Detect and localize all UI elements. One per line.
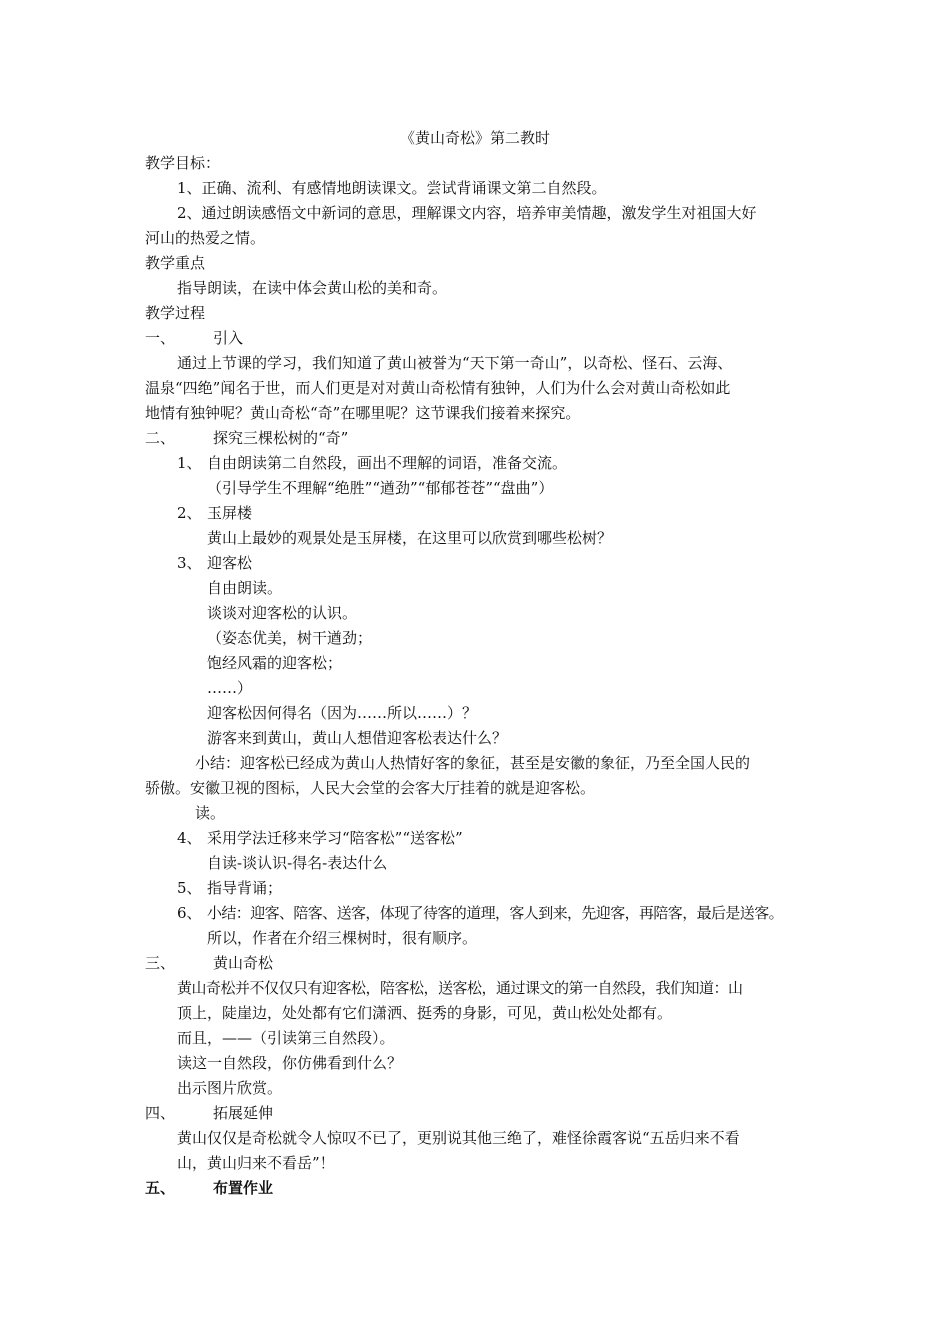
section-2-item-1-text: 自由朗读第二自然段，画出不理解的词语，准备交流。 [207, 454, 568, 472]
section-2-item-3-line-1: 自由朗读。 [207, 579, 283, 597]
section-4-number: 四、 [145, 1104, 176, 1122]
section-2-item-4-text: 采用学法迁移来学习“陪客松”“送客松” [207, 829, 463, 847]
section-2-read-instruction: 读。 [195, 804, 226, 822]
section-2-item-3-line-2: 谈谈对迎客松的认识。 [207, 604, 358, 622]
focus-text: 指导朗读，在读中体会黄山松的美和奇。 [177, 279, 448, 297]
section-2-summary-line-2: 骄傲。安徽卫视的图标，人民大会堂的会客大厅挂着的就是迎客松。 [145, 779, 596, 797]
section-3-number: 三、 [145, 954, 176, 972]
section-3-paragraph-line-2: 顶上，陡崖边，处处都有它们潇洒、挺秀的身影，可见，黄山松处处都有。 [177, 1004, 673, 1022]
section-2-item-6-number: 6、 [177, 904, 202, 922]
goal-item-1: 1、正确、流利、有感情地朗读课文。尝试背诵课文第二自然段。 [177, 179, 607, 197]
section-1-number: 一、 [145, 329, 176, 347]
section-2-item-3-line-3: （姿态优美，树干遒劲； [207, 629, 373, 647]
process-heading: 教学过程 [145, 304, 206, 322]
section-3-paragraph-line-5: 出示图片欣赏。 [177, 1079, 283, 1097]
section-3-title: 黄山奇松 [213, 954, 274, 972]
section-5-number: 五、 [145, 1179, 176, 1197]
section-2-item-3-line-5: ……） [207, 679, 253, 697]
section-3-paragraph-line-4: 读这一自然段，你仿佛看到什么？ [177, 1054, 403, 1072]
section-2-summary-line-1: 小结：迎客松已经成为黄山人热情好客的象征，甚至是安徽的象征，乃至全国人民的 [195, 754, 751, 772]
focus-heading: 教学重点 [145, 254, 206, 272]
goal-item-2-line-1: 2、通过朗读感悟文中新词的意思，理解课文内容，培养审美情趣，激发学生对祖国大好 [177, 204, 757, 222]
section-1-paragraph-line-2: 温泉“四绝”闻名于世，而人们更是对对黄山奇松情有独钟，人们为什么会对黄山奇松如此 [145, 379, 731, 397]
section-2-item-3-text: 迎客松 [207, 554, 253, 572]
section-2-item-2-note: 黄山上最妙的观景处是玉屏楼，在这里可以欣赏到哪些松树？ [207, 529, 613, 547]
goals-heading: 教学目标： [145, 154, 221, 172]
section-4-title: 拓展延伸 [213, 1104, 274, 1122]
section-2-item-2-text: 玉屏楼 [207, 504, 253, 522]
goal-item-2-line-2: 河山的热爱之情。 [145, 229, 266, 247]
section-1-paragraph-line-3: 地情有独钟呢？黄山奇松“奇”在哪里呢？这节课我们接着来探究。 [145, 404, 581, 422]
section-3-paragraph-line-1: 黄山奇松并不仅仅只有迎客松，陪客松，送客松，通过课文的第一自然段，我们知道：山 [177, 979, 743, 997]
section-2-item-2-number: 2、 [177, 504, 202, 522]
section-2-item-3-line-7: 游客来到黄山，黄山人想借迎客松表达什么？ [207, 729, 508, 747]
section-2-item-4-note: 自读-谈认识-得名-表达什么 [207, 854, 388, 872]
section-5-title: 布置作业 [213, 1179, 274, 1197]
section-4-paragraph-line-1: 黄山仅仅是奇松就令人惊叹不已了，更别说其他三绝了，难怪徐霞客说“五岳归来不看 [177, 1129, 740, 1147]
section-2-item-5-text: 指导背诵； [207, 879, 283, 897]
section-2-item-3-number: 3、 [177, 554, 202, 572]
section-3-paragraph-line-3: 而且，——（引读第三自然段）。 [177, 1029, 395, 1047]
section-2-item-1-number: 1、 [177, 454, 202, 472]
section-2-item-5-number: 5、 [177, 879, 202, 897]
section-2-title: 探究三棵松树的“奇” [213, 429, 349, 447]
section-2-item-6-text: 小结：迎客、陪客、送客，体现了待客的道理，客人到来，先迎客，再陪客，最后是送客。 [207, 904, 784, 922]
section-1-paragraph-line-1: 通过上节课的学习，我们知道了黄山被誉为“天下第一奇山”，以奇松、怪石、云海、 [177, 354, 733, 372]
section-2-item-4-number: 4、 [177, 829, 202, 847]
section-2-item-1-note: （引导学生不理解“绝胜”“遒劲”“郁郁苍苍”“盘曲”） [207, 479, 554, 497]
section-2-item-3-line-4: 饱经风霜的迎客松； [207, 654, 343, 672]
section-2-item-3-line-6: 迎客松因何得名（因为……所以……）？ [207, 704, 478, 722]
section-2-number: 二、 [145, 429, 176, 447]
section-2-item-6-note: 所以，作者在介绍三棵树时，很有顺序。 [207, 929, 478, 947]
section-1-title: 引入 [213, 329, 244, 347]
section-4-paragraph-line-2: 山，黄山归来不看岳”！ [177, 1154, 335, 1172]
page-title: 《黄山奇松》第二教时 [399, 129, 550, 147]
